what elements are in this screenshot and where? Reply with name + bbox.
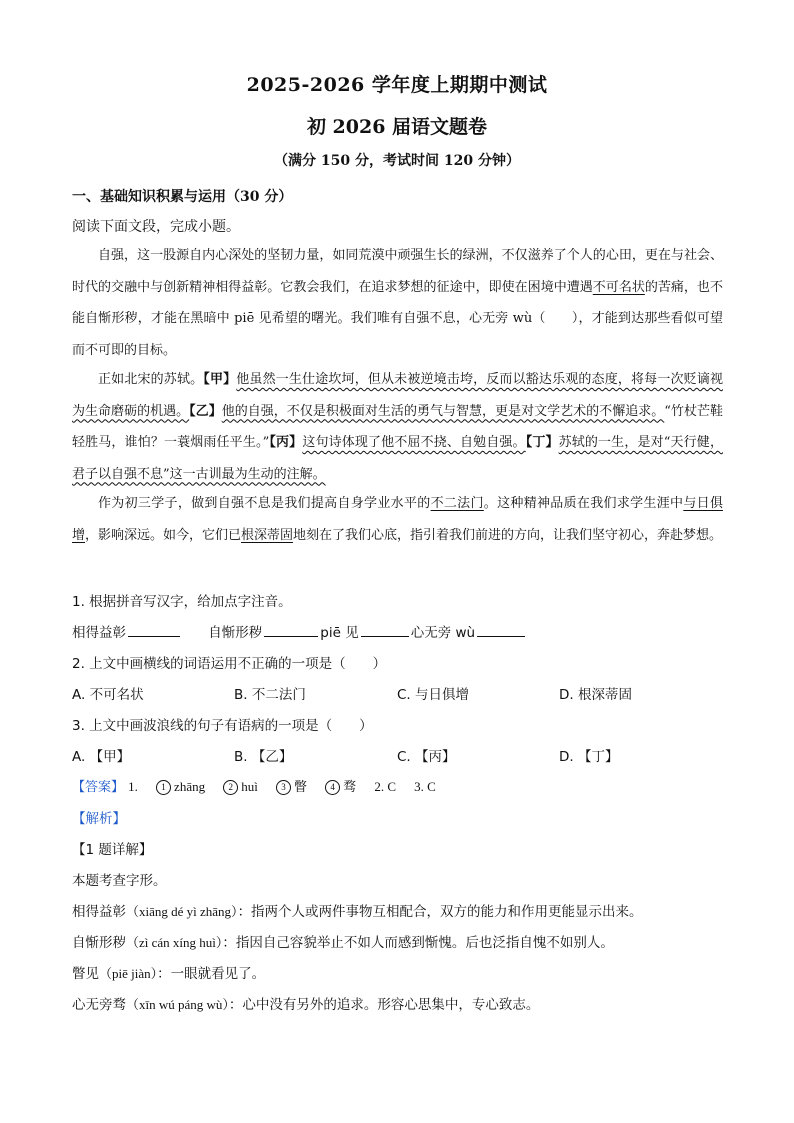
- answer-blank[interactable]: [361, 622, 409, 637]
- circled-number: 1: [156, 780, 171, 795]
- option-c[interactable]: C. 【丙】: [397, 749, 456, 765]
- sentence-marker-ding: 【丁】: [525, 435, 559, 450]
- entry-pinyin: （xiāng dé yì zhāng）: [126, 904, 238, 919]
- entry-pinyin: （xīn wú páng wù）: [126, 997, 229, 1012]
- blank-label: piē 见: [320, 625, 359, 641]
- passage-paragraph-3: [72, 488, 723, 551]
- entry-term: 相得益彰: [72, 904, 126, 920]
- wavy-sentence-ding: 苏轼的一生，是对“天行健，君子以自强不息”这一古训最为生动的注解。: [72, 435, 723, 482]
- blank-label: 自惭形秽: [208, 625, 263, 641]
- underlined-term: 不可名状: [592, 279, 645, 295]
- entry-definition: ：指因自己容貌举止不如人而感到惭愧。后也泛指自愧不如别人。: [222, 935, 614, 951]
- entry-term: 心无旁骛: [72, 997, 126, 1013]
- option-b[interactable]: B. 【乙】: [234, 749, 293, 765]
- analysis-label: 【解析】: [72, 811, 126, 827]
- question-1-blanks: [72, 621, 527, 641]
- blank-label: 心无旁 wù: [410, 625, 476, 641]
- answer-q3: 3. C: [414, 779, 436, 794]
- poem-quote: “竹杖芒鞋轻胜马，谁怕？一蓑烟雨任平生。”: [72, 403, 723, 450]
- entry-term: 自惭形秽: [72, 935, 126, 951]
- answer-label: 【答案】: [72, 780, 125, 795]
- passage-text: 地刻在了我们心底，指引着我们前进的方向，让我们坚守初心，奔赴梦想。: [293, 527, 723, 543]
- entry-definition: ：指两个人或两件事物互相配合，双方的能力和作用更能显示出来。: [237, 904, 643, 920]
- answer-item: [325, 776, 356, 795]
- sentence-marker-bing: 【丙】: [269, 435, 303, 450]
- underlined-term: 根深蒂固: [241, 527, 294, 543]
- circled-number: 4: [325, 780, 340, 795]
- answer-item: [223, 779, 258, 795]
- answer-text: zhāng: [174, 779, 206, 794]
- answer-q2: 2. C: [374, 779, 396, 794]
- analysis-entry: [72, 900, 643, 920]
- exam-note: （满分 150 分，考试时间 120 分钟）: [274, 153, 520, 169]
- exam-title: 2025-2026 学年度上期期中测试: [246, 74, 548, 96]
- entry-pinyin: （zì cán xíng huì）: [126, 935, 223, 950]
- passage-paragraph-1: [72, 240, 723, 366]
- answer-prefix: 1.: [128, 779, 138, 794]
- analysis-entry: [72, 993, 539, 1013]
- entry-term: 瞥见: [72, 966, 99, 982]
- analysis-subheading: 【1 题详解】: [72, 842, 153, 858]
- entry-definition: ：一眼就看见了。: [157, 966, 266, 982]
- passage-text: ，影响深远。如今，它们已: [85, 527, 242, 543]
- option-d[interactable]: D. 【丁】: [559, 749, 619, 765]
- option-a[interactable]: A. 不可名状: [72, 687, 144, 703]
- wavy-sentence-yi: 他的自强，不仅是积极面对生活的勇气与智慧，更是对文学艺术的不懈追求。: [221, 403, 665, 419]
- passage-text: 。这种精神品质在我们求学生涯中: [483, 496, 684, 511]
- wavy-sentence-jia: 他虽然一生仕途坎坷，但从未被逆境击垮，反而以豁达乐观的态度，将每一次贬谪视为生命磨砺的机遇。: [72, 372, 723, 419]
- answer-line: [72, 776, 450, 795]
- passage-text: 自强，这一股源自内心深处的坚韧力量，如同荒漠中顽强生长的绿洲，不仅滋养了个人的心田，更在与社会、时代的交融中与创新精神相得益彰。它教会我们，在追求梦想的征途中，即使在困境中遭遇: [72, 248, 723, 295]
- underlined-term: 与日俱增: [72, 496, 723, 543]
- answer-item: [276, 776, 307, 795]
- answer-text: 骛: [343, 779, 357, 794]
- answer-text: 瞥: [294, 779, 308, 794]
- answer-blank[interactable]: [128, 622, 180, 637]
- wavy-sentence-bing: 这句诗体现了他不屈不挠、自勉自强。: [302, 435, 526, 450]
- answer-blank[interactable]: [264, 622, 318, 637]
- underlined-term: 不二法门: [430, 496, 484, 511]
- option-d[interactable]: D. 根深蒂固: [559, 687, 632, 703]
- analysis-intro: 本题考查字形。: [72, 873, 167, 889]
- analysis-entry: [72, 962, 265, 982]
- passage-text: 的苦痛，也不能自惭形秽，才能在黑暗中 piē 见希望的曙光。我们唯有自强不息，心无旁 wù（ ），才能到达那些看似可望而不可即的目标。: [72, 279, 723, 358]
- sentence-marker-jia: 【甲】: [203, 372, 237, 387]
- exam-subtitle: 初 2026 届语文题卷: [306, 116, 488, 138]
- passage-paragraph-2: [72, 364, 723, 490]
- analysis-entry: [72, 931, 614, 951]
- blank-label: 相得益彰: [72, 625, 126, 641]
- question-3: 3. 上文中画波浪线的句子有语病的一项是（ ）: [72, 718, 373, 734]
- circled-number: 2: [223, 780, 238, 795]
- question-2: 2. 上文中画横线的词语运用不正确的一项是（ ）: [72, 656, 387, 672]
- circled-number: 3: [276, 780, 291, 795]
- answer-item: [156, 779, 205, 795]
- sentence-marker-yi: 【乙】: [189, 403, 222, 419]
- answer-blank[interactable]: [477, 622, 525, 637]
- answer-text: huì: [241, 779, 258, 794]
- entry-definition: ：心中没有另外的追求。形容心思集中，专心致志。: [228, 997, 540, 1013]
- question-1: 1. 根据拼音写汉字，给加点字注音。: [72, 594, 292, 610]
- option-c[interactable]: C. 与日俱增: [397, 687, 470, 703]
- option-b[interactable]: B. 不二法门: [234, 687, 306, 703]
- section-instruction: 阅读下面文段，完成小题。: [72, 219, 240, 235]
- option-a[interactable]: A. 【甲】: [72, 749, 131, 765]
- passage-text: 正如北宋的苏轼。: [98, 372, 204, 387]
- entry-pinyin: （piē jiàn）: [99, 966, 158, 981]
- passage-text: 作为初三学子，做到自强不息是我们提高自身学业水平的: [98, 496, 431, 511]
- section-heading: 一、基础知识积累与运用（30 分）: [72, 189, 293, 205]
